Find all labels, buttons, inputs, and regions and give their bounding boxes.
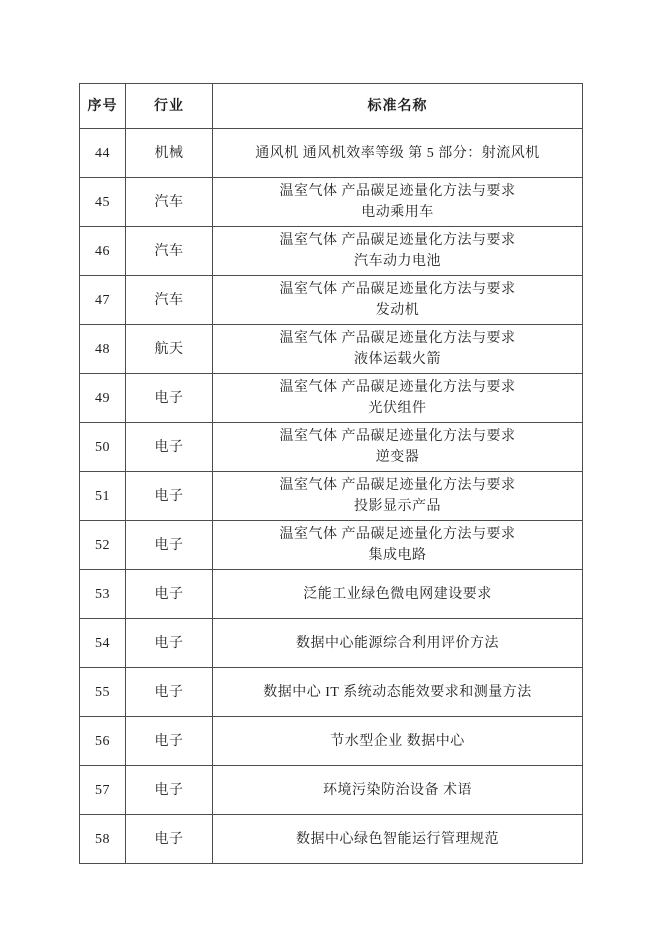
cell-standard-name	[213, 178, 583, 227]
table-body	[80, 129, 583, 864]
table-row	[80, 374, 583, 423]
cell-serial-number: 55	[80, 668, 126, 717]
column-header-serial-number: 序号	[80, 84, 126, 129]
cell-industry: 航天	[126, 325, 213, 374]
cell-serial-number: 49	[80, 374, 126, 423]
cell-standard-name	[213, 129, 583, 178]
standard-name-line: 温室气体 产品碳足迹量化方法与要求	[279, 282, 516, 297]
cell-serial-number: 47	[80, 276, 126, 325]
table-row	[80, 766, 583, 815]
cell-serial-number: 51	[80, 472, 126, 521]
table-row	[80, 570, 583, 619]
standard-name-line: 温室气体 产品碳足迹量化方法与要求	[279, 527, 516, 542]
standard-name-line: 集成电路	[368, 548, 427, 563]
cell-industry: 电子	[126, 472, 213, 521]
standard-name-line: 电动乘用车	[361, 205, 434, 220]
cell-serial-number: 50	[80, 423, 126, 472]
column-header-standard-name: 标准名称	[213, 84, 583, 129]
cell-standard-name	[213, 570, 583, 619]
cell-industry: 电子	[126, 374, 213, 423]
standard-name-line: 汽车动力电池	[354, 254, 441, 269]
cell-industry: 汽车	[126, 276, 213, 325]
cell-standard-name	[213, 619, 583, 668]
standard-name-line: 温室气体 产品碳足迹量化方法与要求	[279, 184, 516, 199]
table-row	[80, 129, 583, 178]
cell-serial-number: 57	[80, 766, 126, 815]
cell-industry: 电子	[126, 717, 213, 766]
standard-name-line: 数据中心 IT 系统动态能效要求和测量方法	[263, 684, 532, 700]
table-row	[80, 227, 583, 276]
table-row	[80, 276, 583, 325]
standard-name-line: 温室气体 产品碳足迹量化方法与要求	[279, 233, 516, 248]
table-header-row	[80, 84, 583, 129]
table-row	[80, 178, 583, 227]
cell-standard-name	[213, 521, 583, 570]
standard-name-line: 投影显示产品	[354, 499, 441, 514]
cell-industry: 电子	[126, 815, 213, 864]
standard-name-line: 节水型企业 数据中心	[330, 733, 465, 749]
standard-name-line: 数据中心绿色智能运行管理规范	[296, 831, 499, 847]
cell-serial-number: 56	[80, 717, 126, 766]
table-row	[80, 717, 583, 766]
standard-name-line: 温室气体 产品碳足迹量化方法与要求	[279, 429, 516, 444]
cell-standard-name	[213, 423, 583, 472]
cell-serial-number: 48	[80, 325, 126, 374]
cell-industry: 电子	[126, 668, 213, 717]
cell-industry: 电子	[126, 766, 213, 815]
cell-standard-name	[213, 374, 583, 423]
table-row	[80, 472, 583, 521]
standard-name-line: 逆变器	[375, 450, 420, 465]
table-row	[80, 668, 583, 717]
cell-serial-number: 45	[80, 178, 126, 227]
cell-industry: 机械	[126, 129, 213, 178]
cell-standard-name	[213, 472, 583, 521]
standard-name-line: 发动机	[375, 303, 420, 318]
cell-serial-number: 53	[80, 570, 126, 619]
cell-standard-name	[213, 668, 583, 717]
table-row	[80, 521, 583, 570]
standard-name-line: 泛能工业绿色微电网建设要求	[303, 586, 492, 602]
cell-standard-name	[213, 276, 583, 325]
cell-serial-number: 44	[80, 129, 126, 178]
cell-serial-number: 54	[80, 619, 126, 668]
cell-serial-number: 58	[80, 815, 126, 864]
standard-name-line: 数据中心能源综合利用评价方法	[296, 635, 499, 651]
cell-standard-name	[213, 227, 583, 276]
cell-serial-number: 46	[80, 227, 126, 276]
standard-name-line: 光伏组件	[368, 401, 427, 416]
standard-name-line: 环境污染防治设备 术语	[323, 782, 472, 798]
cell-standard-name	[213, 766, 583, 815]
cell-standard-name	[213, 717, 583, 766]
cell-standard-name	[213, 815, 583, 864]
cell-industry: 汽车	[126, 227, 213, 276]
cell-industry: 电子	[126, 423, 213, 472]
standard-name-line: 通风机 通风机效率等级 第 5 部分：射流风机	[255, 145, 540, 161]
standard-name-line: 温室气体 产品碳足迹量化方法与要求	[279, 331, 516, 346]
standard-name-line: 液体运载火箭	[354, 352, 441, 367]
cell-industry: 电子	[126, 619, 213, 668]
standard-name-line: 温室气体 产品碳足迹量化方法与要求	[279, 380, 516, 395]
standards-table	[79, 83, 583, 864]
cell-industry: 电子	[126, 570, 213, 619]
column-header-industry: 行业	[126, 84, 213, 129]
table-row	[80, 619, 583, 668]
cell-industry: 汽车	[126, 178, 213, 227]
cell-standard-name	[213, 325, 583, 374]
cell-industry: 电子	[126, 521, 213, 570]
standard-name-line: 温室气体 产品碳足迹量化方法与要求	[279, 478, 516, 493]
table-row	[80, 423, 583, 472]
table-row	[80, 815, 583, 864]
cell-serial-number: 52	[80, 521, 126, 570]
table-row	[80, 325, 583, 374]
